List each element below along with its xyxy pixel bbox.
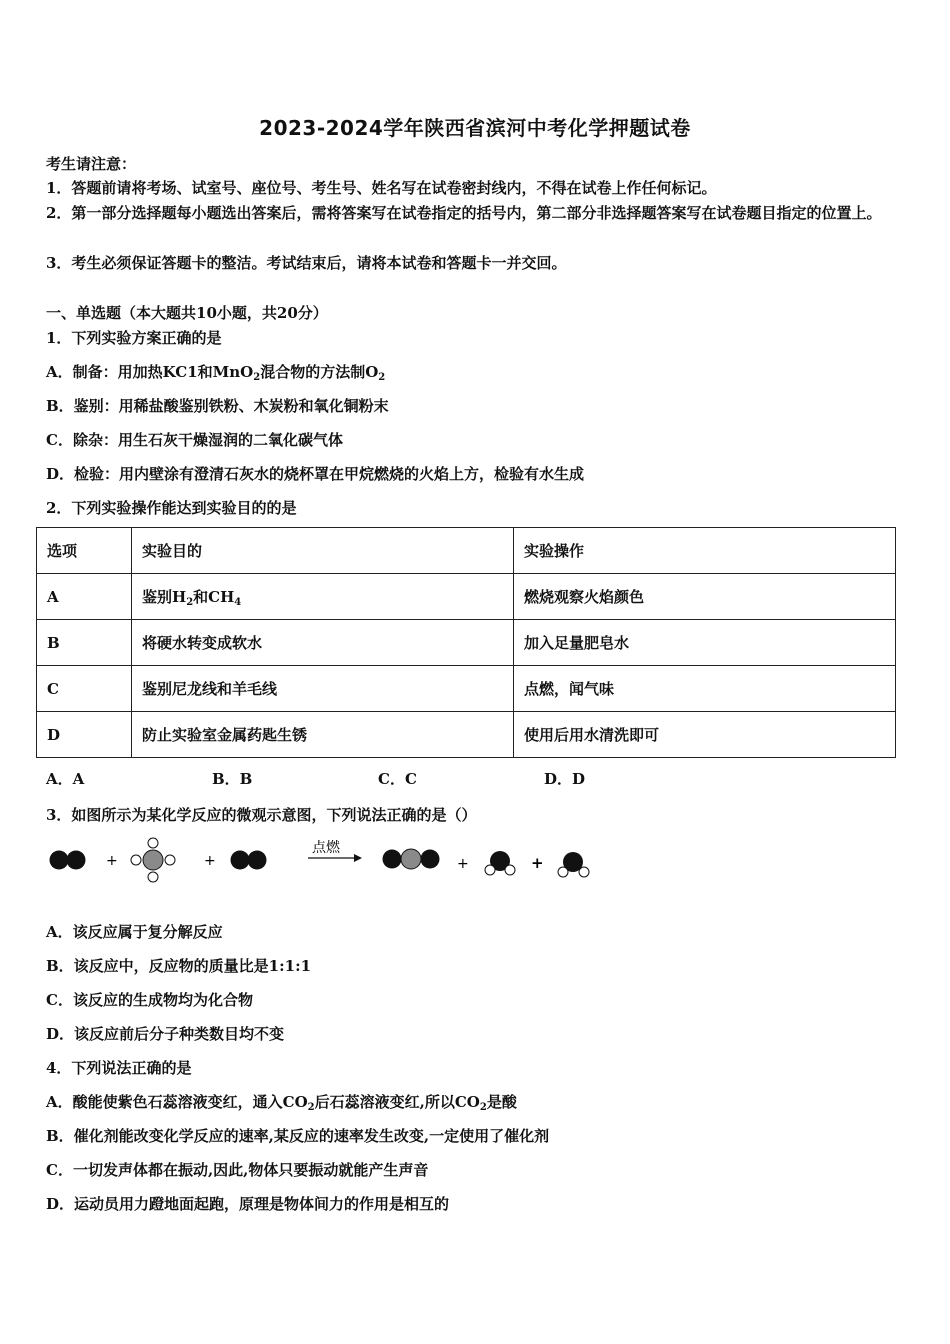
row-goal: 防止实验室金属药匙生锈 xyxy=(132,712,514,758)
molecule-methane-like xyxy=(131,838,175,882)
table-row xyxy=(37,666,896,712)
row-goal: 鉴别尼龙线和羊毛线 xyxy=(132,666,514,712)
goal-text-2: 和CH xyxy=(193,588,235,606)
q4-option-a xyxy=(46,1091,517,1112)
q4-option-d: D．运动员用力蹬地面起跑，原理是物体间力的作用是相互的 xyxy=(46,1195,450,1213)
q4-option-b: B．催化剂能改变化学反应的速率,某反应的速率发生改变,一定使用了催化剂 xyxy=(46,1127,550,1145)
q1-stem: 1．下列实验方案正确的是 xyxy=(46,329,222,347)
reaction-condition: 点燃 xyxy=(312,840,340,856)
molecule-triatomic xyxy=(383,849,440,869)
goal-subscript: 2 xyxy=(186,597,194,608)
q4-a-text: A．酸能使紫色石蕊溶液变红，通入CO xyxy=(46,1093,308,1111)
q1-option-d: D．检验：用内壁涂有澄清石灰水的烧杯罩在甲烷燃烧的火焰上方，检验有水生成 xyxy=(46,465,585,483)
header-operation: 实验操作 xyxy=(514,528,896,574)
table-row xyxy=(37,620,896,666)
q3-option-a: A．该反应属于复分解反应 xyxy=(46,923,223,941)
notice-item-2: 2．第一部分选择题每小题选出答案后，需将答案写在试卷指定的括号内，第二部分非选择题答案写在试卷题目指定的位置上。 xyxy=(46,204,882,222)
notice-heading: 考生请注意： xyxy=(46,155,137,173)
q4-option-c: C．一切发声体都在振动,因此,物体只要振动就能产生声音 xyxy=(46,1161,429,1179)
table-row xyxy=(37,712,896,758)
goal-text: 鉴别H xyxy=(142,588,187,606)
q2-choice-b: B．B xyxy=(212,770,253,788)
arrow-head-icon xyxy=(354,854,362,862)
row-option: D xyxy=(37,712,132,758)
goal-subscript-2: 4 xyxy=(234,597,242,608)
q1-a-subscript: 2 xyxy=(253,372,261,383)
q2-choice-c: C．C xyxy=(378,770,417,788)
page-title: 2023-2024学年陕西省滨河中考化学押题试卷 xyxy=(259,116,691,140)
table-header-row xyxy=(37,528,896,574)
q4-a-subscript-2: 2 xyxy=(479,1102,487,1113)
row-option: C xyxy=(37,666,132,712)
q4-a-text-3: 是酸 xyxy=(486,1093,517,1111)
q4-stem: 4．下列说法正确的是 xyxy=(46,1059,192,1077)
q1-option-c: C．除杂：用生石灰干燥湿润的二氧化碳气体 xyxy=(46,431,343,449)
q1-option-a xyxy=(46,361,385,382)
row-goal: 将硬水转变成软水 xyxy=(132,620,514,666)
q1-a-text: A．制备：用加热KC1和MnO xyxy=(46,363,254,381)
row-operation: 燃烧观察火焰颜色 xyxy=(514,574,896,620)
header-goal: 实验目的 xyxy=(132,528,514,574)
row-goal xyxy=(132,574,514,620)
q2-table xyxy=(36,527,896,758)
notice-item-1: 1．答题前请将考场、试室号、座位号、考生号、姓名写在试卷密封线内，不得在试卷上作任何标记。 xyxy=(46,179,717,197)
molecule-diatomic-black xyxy=(231,851,267,870)
q3-option-b: B．该反应中，反应物的质量比是1:1:1 xyxy=(46,957,312,975)
plus-sign: + xyxy=(531,854,544,872)
q2-stem: 2．下列实验操作能达到实验目的的是 xyxy=(46,499,297,517)
q1-a-subscript-2: 2 xyxy=(378,372,386,383)
plus-sign: + xyxy=(457,856,469,872)
q3-option-d: D．该反应前后分子种类数目均不变 xyxy=(46,1025,285,1043)
molecule-water-like xyxy=(558,852,589,877)
q2-choices xyxy=(46,768,710,789)
row-operation: 使用后用水清洗即可 xyxy=(514,712,896,758)
reaction-diagram xyxy=(36,830,606,888)
plus-sign: + xyxy=(204,853,216,869)
section-heading: 一、单选题（本大题共10小题，共20分） xyxy=(46,304,328,322)
notice-item-3: 3．考生必须保证答题卡的整洁。考试结束后，请将本试卷和答题卡一并交回。 xyxy=(46,254,567,272)
molecule-water-like xyxy=(485,851,515,875)
q2-choice-d: D．D xyxy=(544,770,586,788)
table-row xyxy=(37,574,896,620)
row-operation: 点燃，闻气味 xyxy=(514,666,896,712)
row-operation: 加入足量肥皂水 xyxy=(514,620,896,666)
q1-option-b: B．鉴别：用稀盐酸鉴别铁粉、木炭粉和氧化铜粉末 xyxy=(46,397,389,415)
molecule-diatomic-black xyxy=(50,851,86,870)
q3-stem: 3．如图所示为某化学反应的微观示意图，下列说法正确的是（） xyxy=(46,806,477,824)
row-option: A xyxy=(37,574,132,620)
q1-a-text-2: 混合物的方法制O xyxy=(260,363,379,381)
q4-a-subscript: 2 xyxy=(307,1102,315,1113)
q3-option-c: C．该反应的生成物均为化合物 xyxy=(46,991,253,1009)
q4-a-text-2: 后石蕊溶液变红,所以CO xyxy=(314,1093,480,1111)
q2-choice-a: A．A xyxy=(46,770,85,788)
row-option: B xyxy=(37,620,132,666)
plus-sign: + xyxy=(106,853,118,869)
header-option: 选项 xyxy=(37,528,132,574)
